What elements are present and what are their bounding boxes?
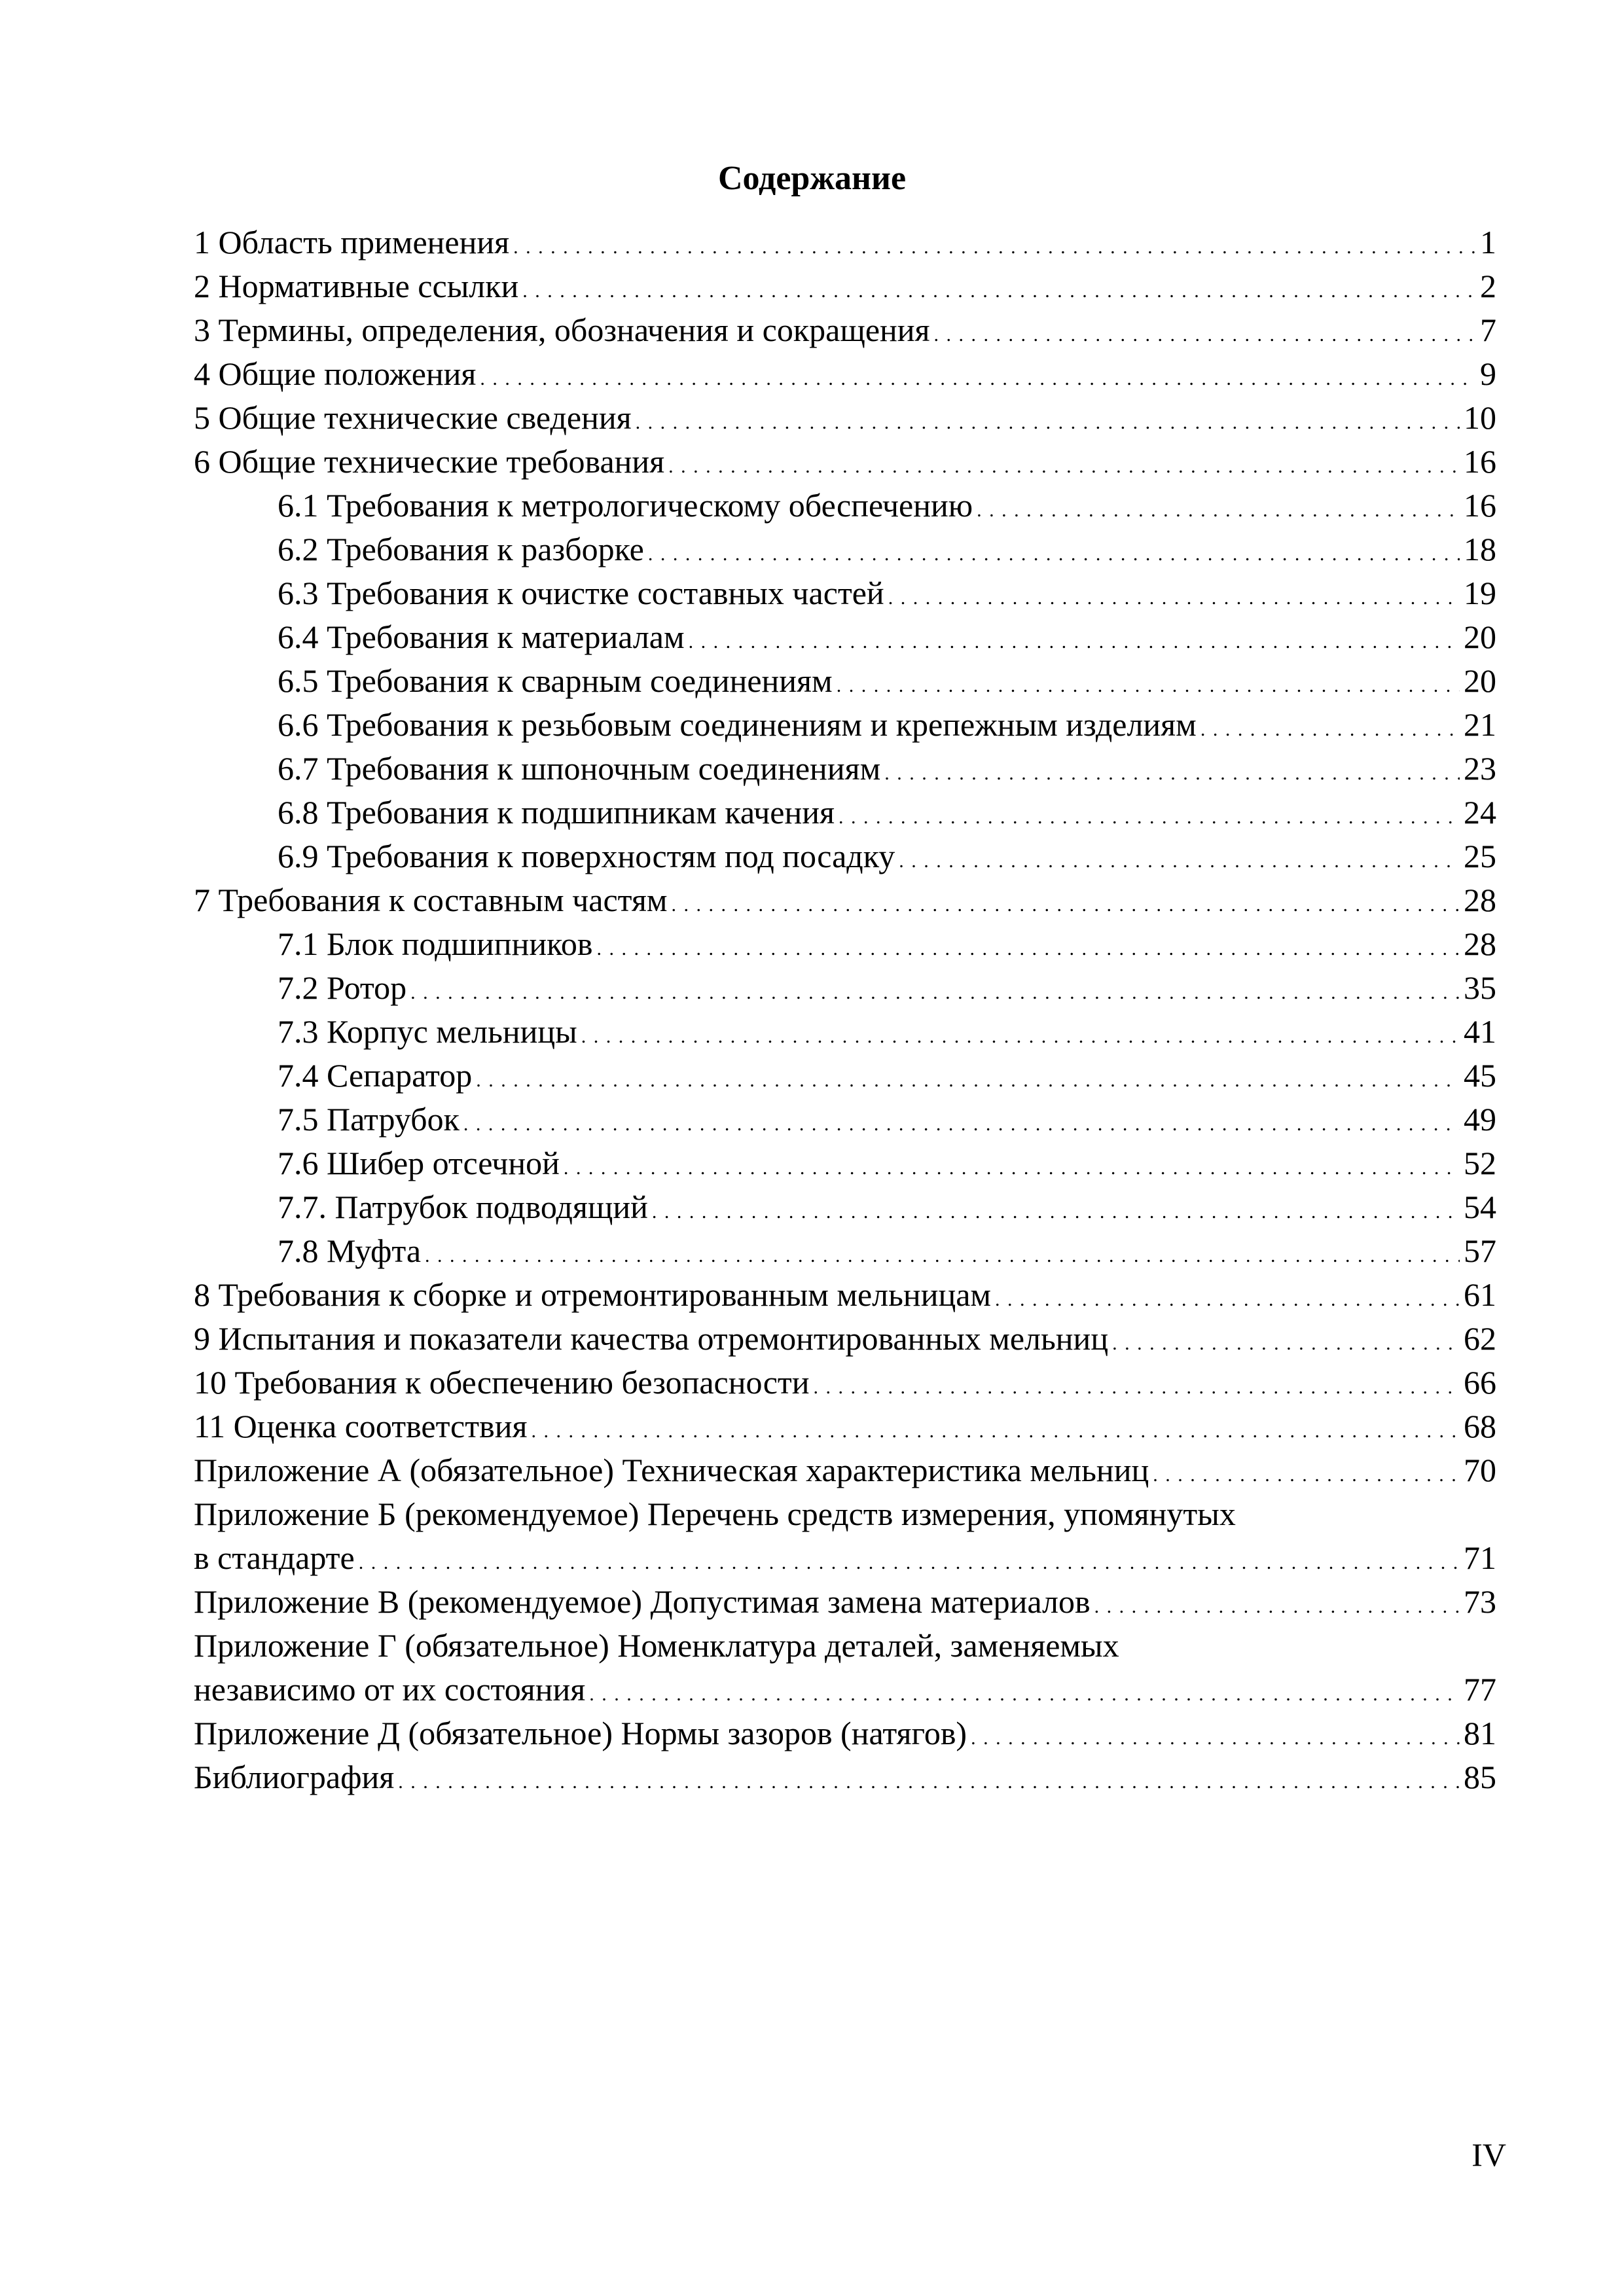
table-of-contents	[194, 221, 1496, 1799]
toc-subentry[interactable]	[194, 1098, 1496, 1141]
toc-entry[interactable]	[194, 396, 1496, 440]
toc-entry[interactable]	[194, 1448, 1496, 1492]
toc-leader-dots	[581, 1014, 1460, 1058]
toc-entry[interactable]	[194, 878, 1496, 922]
toc-entry[interactable]	[194, 1755, 1496, 1799]
toc-entry[interactable]	[194, 1317, 1496, 1361]
toc-leader-dots	[425, 1234, 1460, 1278]
toc-leader-dots	[359, 1541, 1460, 1585]
toc-entry-title: 7.1 Блок подшипников	[278, 925, 593, 962]
toc-entry-title: 6.5 Требования к сварным соединениям	[278, 662, 833, 699]
toc-entry-page: 54	[1464, 1189, 1496, 1225]
toc-subentry[interactable]	[194, 703, 1496, 747]
toc-leader-dots	[596, 927, 1460, 971]
toc-entry-title: 6.8 Требования к подшипникам качения	[278, 794, 835, 831]
toc-entry-page: 10	[1464, 399, 1496, 436]
toc-entry-page: 68	[1464, 1408, 1496, 1444]
toc-entry-page: 20	[1464, 662, 1496, 699]
toc-entry-title: 6.1 Требования к метрологическому обеспечению	[278, 487, 973, 524]
toc-entry-title: 3 Термины, определения, обозначения и сокращения	[194, 312, 930, 348]
toc-entry-title: Приложение Г (обязательное) Номенклатура деталей, заменяемых	[194, 1627, 1119, 1664]
toc-entry-page: 1	[1480, 224, 1496, 260]
toc-entry-title: 6.3 Требования к очистке составных частей	[278, 575, 884, 611]
toc-entry-page: 28	[1464, 882, 1496, 918]
toc-subentry[interactable]	[194, 659, 1496, 703]
toc-subentry[interactable]	[194, 966, 1496, 1010]
toc-entry-title: Приложение Д (обязательное) Нормы зазоров (натягов)	[194, 1715, 967, 1751]
toc-leader-dots	[410, 971, 1460, 1014]
toc-entry-page: 23	[1464, 750, 1496, 787]
toc-leader-dots	[522, 269, 1476, 313]
toc-entry[interactable]	[194, 1712, 1496, 1755]
toc-leader-dots	[476, 1058, 1460, 1102]
toc-entry-title: 4 Общие положения	[194, 355, 477, 392]
toc-entry-first-line[interactable]	[194, 1492, 1496, 1536]
toc-entry-page: 62	[1464, 1320, 1496, 1357]
toc-entry-page: 85	[1464, 1759, 1496, 1795]
toc-subentry[interactable]	[194, 1141, 1496, 1185]
toc-entry-page: 41	[1464, 1013, 1496, 1050]
toc-entry[interactable]	[194, 1405, 1496, 1448]
toc-leader-dots	[977, 488, 1460, 532]
toc-leader-dots	[564, 1146, 1460, 1190]
toc-entry-title: Библиография	[194, 1759, 395, 1795]
toc-entry-page: 25	[1464, 838, 1496, 874]
toc-leader-dots	[1153, 1453, 1460, 1497]
toc-entry-page: 24	[1464, 794, 1496, 831]
toc-entry-title: 6.6 Требования к резьбовым соединениям и крепежным изделиям	[278, 706, 1197, 743]
toc-entry-page: 66	[1464, 1364, 1496, 1401]
toc-entry-title: 6.4 Требования к материалам	[278, 619, 685, 655]
toc-leader-dots	[463, 1102, 1460, 1146]
toc-entry-page: 18	[1464, 531, 1496, 567]
toc-entry-page: 81	[1464, 1715, 1496, 1751]
toc-entry-continuation[interactable]	[194, 1536, 1496, 1580]
toc-leader-dots	[884, 751, 1460, 795]
toc-leader-dots	[971, 1716, 1460, 1760]
toc-entry-title: 7.5 Патрубок	[278, 1101, 460, 1138]
toc-entry-title: Приложение В (рекомендуемое) Допустимая замена материалов	[194, 1583, 1091, 1620]
toc-entry-title: 6.2 Требования к разборке	[278, 531, 644, 567]
toc-entry-page: 20	[1464, 619, 1496, 655]
toc-entry-page: 9	[1480, 355, 1496, 392]
toc-entry-page: 35	[1464, 969, 1496, 1006]
toc-entry-title: 7.7. Патрубок подводящий	[278, 1189, 648, 1225]
toc-entry-title: 5 Общие технические сведения	[194, 399, 632, 436]
toc-entry-page: 16	[1464, 443, 1496, 480]
toc-leader-dots	[480, 357, 1476, 401]
toc-entry-title: 8 Требования к сборке и отремонтированным мельницам	[194, 1276, 992, 1313]
toc-entry-title: 7.6 Шибер отсечной	[278, 1145, 560, 1181]
toc-subentry[interactable]	[194, 484, 1496, 528]
toc-subentry[interactable]	[194, 834, 1496, 878]
toc-entry[interactable]	[194, 221, 1496, 264]
toc-subentry[interactable]	[194, 747, 1496, 791]
toc-entry-page: 16	[1464, 487, 1496, 524]
toc-subentry[interactable]	[194, 791, 1496, 834]
toc-entry-page: 71	[1464, 1539, 1496, 1576]
toc-entry-page: 61	[1464, 1276, 1496, 1313]
toc-entry-page: 19	[1464, 575, 1496, 611]
toc-leader-dots	[671, 883, 1460, 927]
toc-leader-dots	[1112, 1321, 1460, 1365]
toc-entry-page: 70	[1464, 1452, 1496, 1488]
toc-leader-dots	[934, 313, 1476, 357]
toc-entry-page: 49	[1464, 1101, 1496, 1138]
toc-entry-title: 1 Область применения	[194, 224, 510, 260]
toc-entry-title: 7.3 Корпус мельницы	[278, 1013, 577, 1050]
page-title: Содержание	[717, 160, 907, 197]
toc-entry-page: 52	[1464, 1145, 1496, 1181]
toc-subentry[interactable]	[194, 571, 1496, 615]
toc-leader-dots	[648, 532, 1460, 576]
toc-leader-dots	[531, 1409, 1460, 1453]
toc-leader-dots	[398, 1760, 1460, 1804]
toc-entry-page: 2	[1480, 268, 1496, 304]
toc-subentry[interactable]	[194, 615, 1496, 659]
toc-subentry[interactable]	[194, 1010, 1496, 1054]
page-number: IV	[1471, 2136, 1506, 2173]
toc-entry-page: 28	[1464, 925, 1496, 962]
toc-entry-title: 7 Требования к составным частям	[194, 882, 668, 918]
toc-leader-dots	[839, 795, 1460, 839]
toc-entry-title: 7.2 Ротор	[278, 969, 407, 1006]
toc-leader-dots	[1094, 1585, 1460, 1628]
toc-entry-page: 7	[1480, 312, 1496, 348]
toc-entry-page: 77	[1464, 1671, 1496, 1708]
toc-leader-dots	[636, 401, 1460, 444]
toc-leader-dots	[837, 664, 1460, 708]
toc-entry-title-continuation: независимо от их состояния	[194, 1671, 586, 1708]
toc-entry[interactable]	[194, 440, 1496, 484]
toc-entry-title: 11 Оценка соответствия	[194, 1408, 528, 1444]
toc-leader-dots	[995, 1278, 1460, 1321]
toc-entry-title: 6.7 Требования к шпоночным соединениям	[278, 750, 881, 787]
toc-entry[interactable]	[194, 264, 1496, 308]
toc-entry-page: 73	[1464, 1583, 1496, 1620]
toc-entry-title: 2 Нормативные ссылки	[194, 268, 519, 304]
toc-leader-dots	[689, 620, 1460, 664]
toc-leader-dots	[589, 1672, 1460, 1716]
toc-leader-dots	[1200, 708, 1460, 751]
toc-subentry[interactable]	[194, 1229, 1496, 1273]
toc-leader-dots	[668, 444, 1460, 488]
toc-subentry[interactable]	[194, 1054, 1496, 1098]
toc-entry-title: Приложение А (обязательное) Техническая характеристика мельниц	[194, 1452, 1149, 1488]
toc-entry-title: 6 Общие технические требования	[194, 443, 665, 480]
toc-entry-page: 45	[1464, 1057, 1496, 1094]
toc-entry-page: 21	[1464, 706, 1496, 743]
toc-entry-page: 57	[1464, 1232, 1496, 1269]
toc-leader-dots	[652, 1190, 1460, 1234]
toc-entry-title: Приложение Б (рекомендуемое) Перечень средств измерения, упомянутых	[194, 1496, 1236, 1532]
toc-entry[interactable]	[194, 352, 1496, 396]
toc-subentry[interactable]	[194, 1185, 1496, 1229]
toc-entry-title: 9 Испытания и показатели качества отремонтированных мельниц	[194, 1320, 1109, 1357]
toc-entry[interactable]	[194, 1361, 1496, 1405]
toc-leader-dots	[899, 839, 1460, 883]
toc-entry[interactable]	[194, 1580, 1496, 1624]
toc-entry-continuation[interactable]	[194, 1668, 1496, 1712]
toc-subentry[interactable]	[194, 528, 1496, 571]
toc-entry-title: 10 Требования к обеспечению безопасности	[194, 1364, 810, 1401]
toc-entry[interactable]	[194, 308, 1496, 352]
toc-entry-title: 7.4 Сепаратор	[278, 1057, 473, 1094]
toc-entry-title-continuation: в стандарте	[194, 1539, 355, 1576]
toc-subentry[interactable]	[194, 922, 1496, 966]
toc-entry[interactable]	[194, 1273, 1496, 1317]
toc-leader-dots	[814, 1365, 1460, 1409]
toc-entry-title: 6.9 Требования к поверхностям под посадку	[278, 838, 895, 874]
toc-entry-title: 7.8 Муфта	[278, 1232, 422, 1269]
toc-leader-dots	[513, 225, 1476, 269]
toc-leader-dots	[888, 576, 1460, 620]
toc-entry-first-line[interactable]	[194, 1624, 1496, 1668]
